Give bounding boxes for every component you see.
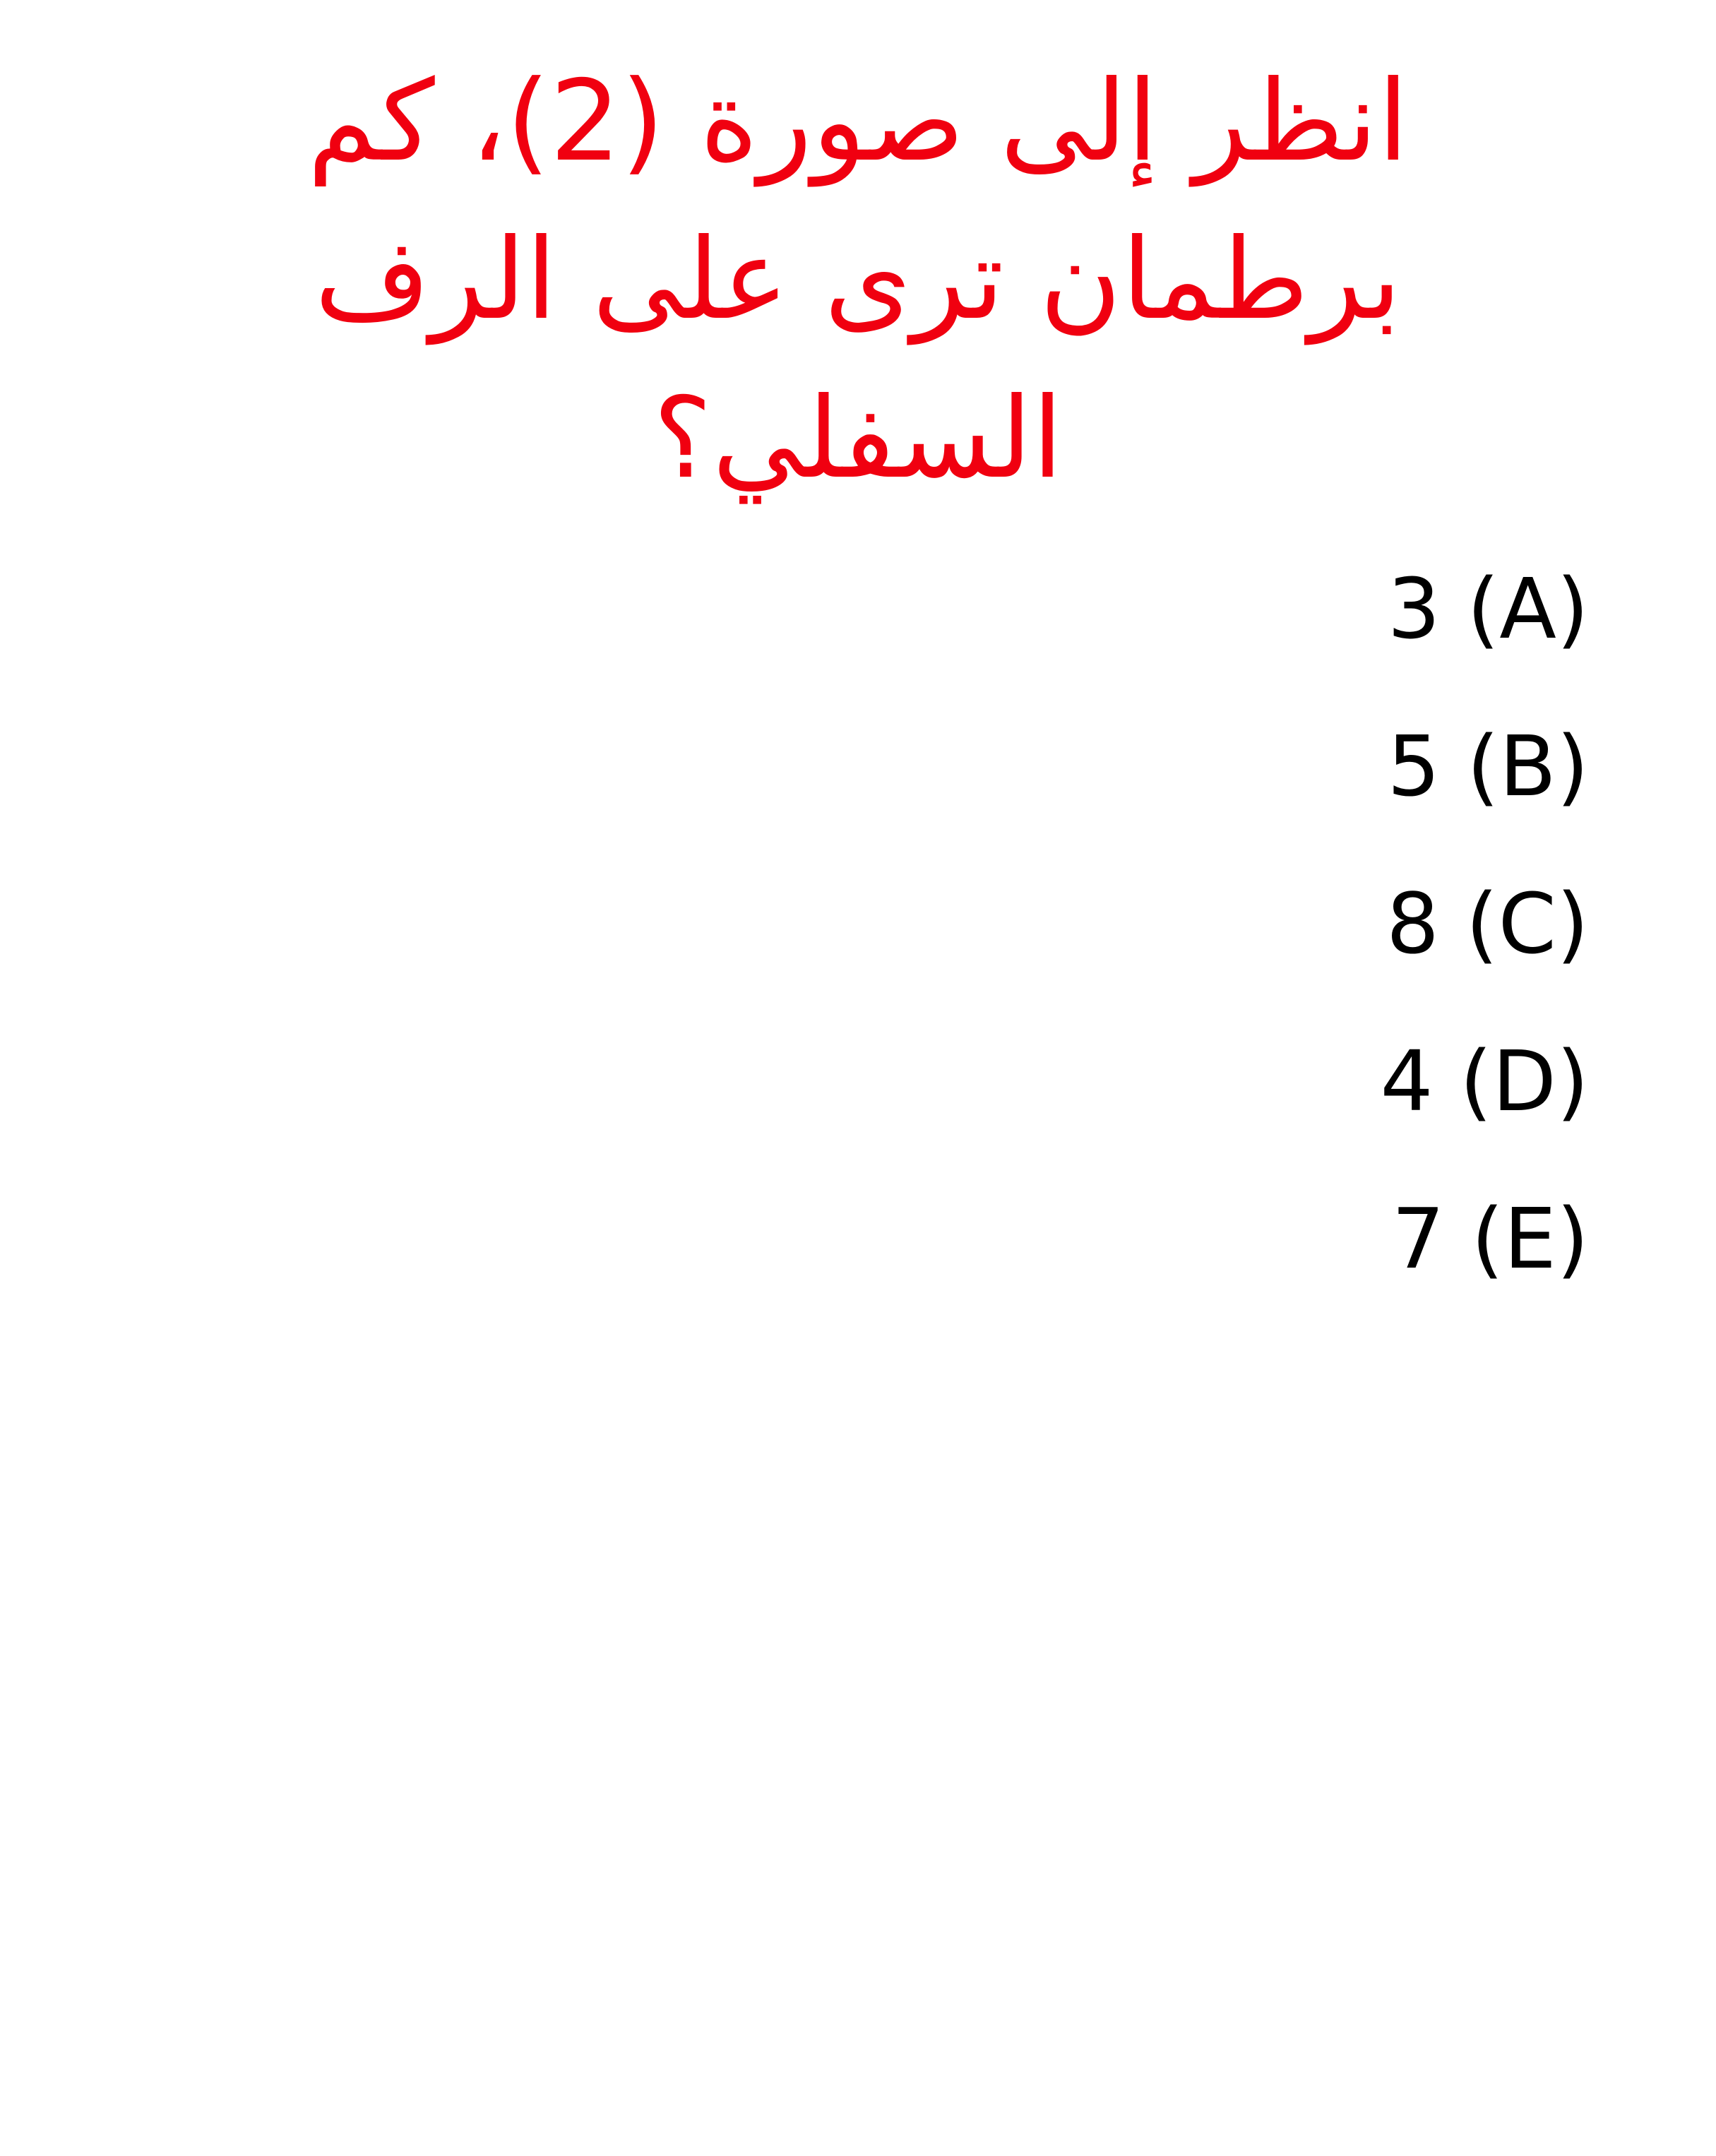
answer-choice-b[interactable]: 5 (B) [1387,717,1589,816]
answer-choice-d[interactable]: 4 (D) [1380,1032,1589,1131]
answer-choice-a[interactable]: 3 (A) [1387,560,1589,658]
answer-choice-c[interactable]: 8 (C) [1386,875,1589,973]
answer-choices-list [64,560,1652,1288]
question-text: انظر إلى صورة (2)، كم برطمان ترى على الرف السفلي؟ [307,56,1409,504]
answer-choice-e[interactable]: 7 (E) [1391,1190,1589,1288]
